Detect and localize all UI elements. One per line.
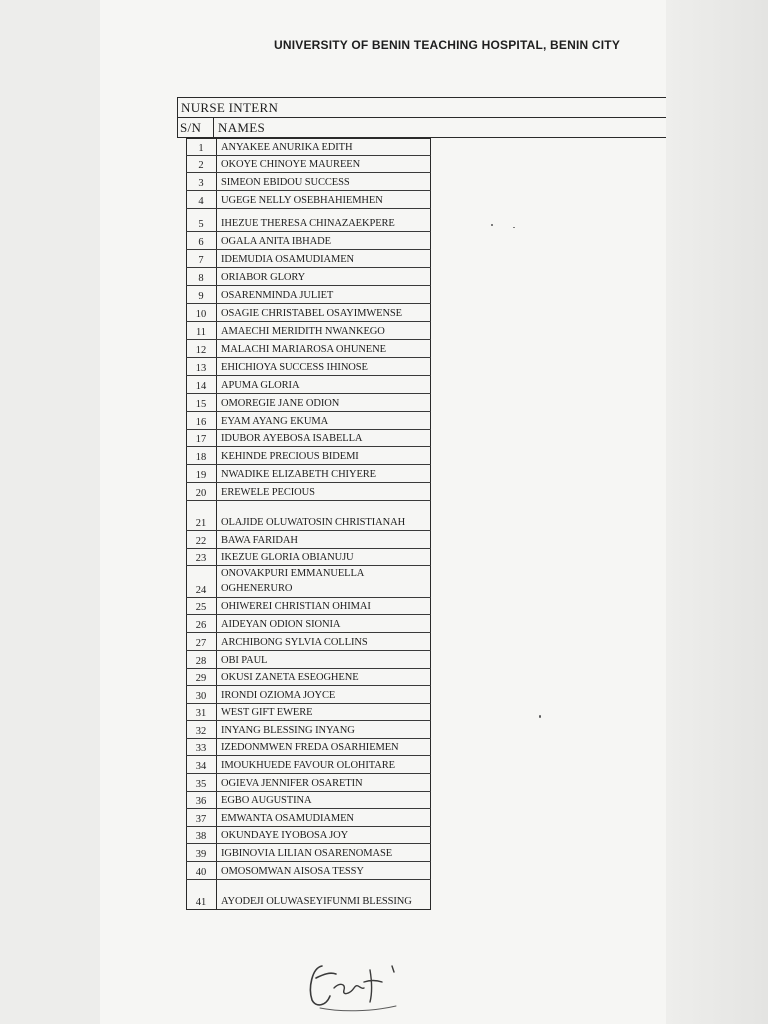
row-serial-number: 18 xyxy=(195,452,207,463)
table-row xyxy=(186,412,431,430)
row-serial-number: 36 xyxy=(195,796,207,807)
table-row xyxy=(186,774,431,792)
row-name: OGALA ANITA IBHADE xyxy=(221,236,331,247)
table-row xyxy=(186,615,431,633)
row-name: MALACHI MARIAROSA OHUNENE xyxy=(221,344,386,355)
table-row xyxy=(186,844,431,862)
row-name: OLAJIDE OLUWATOSIN CHRISTIANAH xyxy=(221,517,406,528)
scan-speck xyxy=(513,227,515,228)
row-serial-number: 24 xyxy=(195,585,207,596)
table-row xyxy=(186,156,431,173)
row-name: IHEZUE THERESA CHINAZAEKPERE xyxy=(221,218,395,229)
table-row xyxy=(186,669,431,686)
row-serial-number: 30 xyxy=(195,691,207,702)
table-row xyxy=(186,501,431,531)
table-row xyxy=(186,483,431,501)
row-name: WEST GIFT EWERE xyxy=(221,707,313,718)
row-serial-number: 37 xyxy=(195,814,207,825)
row-name-line-2: OGHENERURO xyxy=(221,583,293,594)
row-serial-number: 41 xyxy=(195,897,207,908)
row-serial-number: 17 xyxy=(195,434,207,445)
row-name: OGIEVA JENNIFER OSARETIN xyxy=(221,778,363,789)
row-serial-number: 27 xyxy=(195,638,207,649)
table-row xyxy=(186,598,431,615)
row-serial-number: 29 xyxy=(195,673,207,684)
row-name: OMOSOMWAN AISOSA TESSY xyxy=(221,866,364,877)
row-name: EREWELE PECIOUS xyxy=(221,487,315,498)
row-serial-number: 32 xyxy=(195,726,207,737)
row-name: SIMEON EBIDOU SUCCESS xyxy=(221,177,350,188)
table-row xyxy=(186,232,431,250)
table-row xyxy=(186,862,431,880)
table-row xyxy=(186,304,431,322)
row-name: OKUSI ZANETA ESEOGHENE xyxy=(221,672,359,683)
table-row xyxy=(186,138,431,156)
table-row xyxy=(186,566,431,598)
section-heading: NURSE INTERN xyxy=(181,100,279,115)
scan-speck xyxy=(491,224,493,226)
table-row xyxy=(186,268,431,286)
table-row xyxy=(186,286,431,304)
column-header-sn: S/N xyxy=(180,120,202,135)
row-name: IDEMUDIA OSAMUDIAMEN xyxy=(221,254,355,265)
row-serial-number: 33 xyxy=(195,743,207,754)
table-row xyxy=(186,358,431,376)
table-row xyxy=(186,250,431,268)
scan-speck xyxy=(539,715,541,718)
row-serial-number: 12 xyxy=(195,345,207,356)
table-row xyxy=(186,721,431,739)
row-serial-number: 5 xyxy=(198,219,204,230)
row-name: NWADIKE ELIZABETH CHIYERE xyxy=(221,469,376,480)
row-name: EYAM AYANG EKUMA xyxy=(221,416,329,427)
row-name: ANYAKEE ANURIKA EDITH xyxy=(221,142,353,153)
row-name: IKEZUE GLORIA OBIANUJU xyxy=(221,552,354,563)
row-serial-number: 35 xyxy=(195,779,207,790)
table-row xyxy=(186,739,431,756)
row-serial-number: 14 xyxy=(195,381,207,392)
table-row xyxy=(186,633,431,651)
row-name: OSARENMINDA JULIET xyxy=(221,290,334,301)
row-name: IZEDONMWEN FREDA OSARHIEMEN xyxy=(221,742,399,753)
table-row xyxy=(186,531,431,549)
table-row xyxy=(186,340,431,358)
row-name: OKUNDAYE IYOBOSA JOY xyxy=(221,830,349,841)
row-name: UGEGE NELLY OSEBHAHIEMHEN xyxy=(221,195,383,206)
row-serial-number: 16 xyxy=(195,417,207,428)
row-serial-number: 28 xyxy=(195,656,207,667)
row-serial-number: 13 xyxy=(195,363,207,374)
row-name: INYANG BLESSING INYANG xyxy=(221,725,355,736)
row-serial-number: 11 xyxy=(195,327,207,338)
row-name: EGBO AUGUSTINA xyxy=(221,795,312,806)
row-name: APUMA GLORIA xyxy=(221,380,300,391)
row-name: AIDEYAN ODION SIONIA xyxy=(221,619,341,630)
row-name: EHICHIOYA SUCCESS IHINOSE xyxy=(221,362,368,373)
table-row xyxy=(186,880,431,910)
row-serial-number: 6 xyxy=(198,237,204,248)
row-name: OMOREGIE JANE ODION xyxy=(221,398,340,409)
row-name: BAWA FARIDAH xyxy=(221,535,298,546)
row-name: AMAECHI MERIDITH NWANKEGO xyxy=(221,326,385,337)
row-name: AYODEJI OLUWASEYIFUNMI BLESSING xyxy=(221,896,412,907)
row-serial-number: 15 xyxy=(195,399,207,410)
row-serial-number: 21 xyxy=(195,518,207,529)
row-serial-number: 19 xyxy=(195,470,207,481)
table-row xyxy=(186,430,431,447)
hospital-title: UNIVERSITY OF BENIN TEACHING HOSPITAL, BENIN CITY xyxy=(274,38,621,52)
row-name: OHIWEREI CHRISTIAN OHIMAI xyxy=(221,601,371,612)
row-name: KEHINDE PRECIOUS BIDEMI xyxy=(221,451,359,462)
table-row xyxy=(186,651,431,669)
row-serial-number: 10 xyxy=(195,309,207,320)
row-name: IDUBOR AYEBOSA ISABELLA xyxy=(221,433,363,444)
row-serial-number: 7 xyxy=(198,255,204,266)
row-serial-number: 3 xyxy=(198,178,204,189)
table-row xyxy=(186,792,431,809)
signature-icon xyxy=(300,948,420,1018)
row-name: OKOYE CHINOYE MAUREEN xyxy=(221,159,361,170)
table-row xyxy=(186,465,431,483)
row-serial-number: 1 xyxy=(198,143,204,154)
row-name: ORIABOR GLORY xyxy=(221,272,306,283)
row-serial-number: 31 xyxy=(195,708,207,719)
table-row xyxy=(186,756,431,774)
table-row xyxy=(186,447,431,465)
table-row xyxy=(186,191,431,209)
row-name: EMWANTA OSAMUDIAMEN xyxy=(221,813,354,824)
row-serial-number: 8 xyxy=(198,273,204,284)
table-row xyxy=(186,686,431,704)
table-row xyxy=(186,394,431,412)
table-row xyxy=(186,209,431,232)
table-row xyxy=(186,173,431,191)
column-header-names: NAMES xyxy=(218,120,266,135)
row-serial-number: 2 xyxy=(198,160,204,171)
row-name: OSAGIE CHRISTABEL OSAYIMWENSE xyxy=(221,308,402,319)
row-name: IRONDI OZIOMA JOYCE xyxy=(221,690,336,701)
table-row xyxy=(186,376,431,394)
table-row xyxy=(186,809,431,827)
row-serial-number: 39 xyxy=(195,849,207,860)
table-row xyxy=(186,827,431,844)
row-serial-number: 26 xyxy=(195,620,207,631)
row-name: IGBINOVIA LILIAN OSARENOMASE xyxy=(221,848,393,859)
row-serial-number: 4 xyxy=(198,196,204,207)
row-serial-number: 9 xyxy=(198,291,204,302)
row-name: IMOUKHUEDE FAVOUR OLOHITARE xyxy=(221,760,395,771)
row-name: ARCHIBONG SYLVIA COLLINS xyxy=(221,637,368,648)
row-serial-number: 20 xyxy=(195,488,207,499)
row-serial-number: 22 xyxy=(195,536,207,547)
table-row xyxy=(186,704,431,721)
row-serial-number: 38 xyxy=(195,831,207,842)
row-serial-number: 23 xyxy=(195,553,207,564)
table-row xyxy=(186,322,431,340)
row-name-line-1: ONOVAKPURI EMMANUELLA xyxy=(221,568,365,579)
row-serial-number: 34 xyxy=(195,761,207,772)
table-row xyxy=(186,549,431,566)
row-serial-number: 40 xyxy=(195,867,207,878)
row-serial-number: 25 xyxy=(195,602,207,613)
row-name: OBI PAUL xyxy=(221,655,268,666)
